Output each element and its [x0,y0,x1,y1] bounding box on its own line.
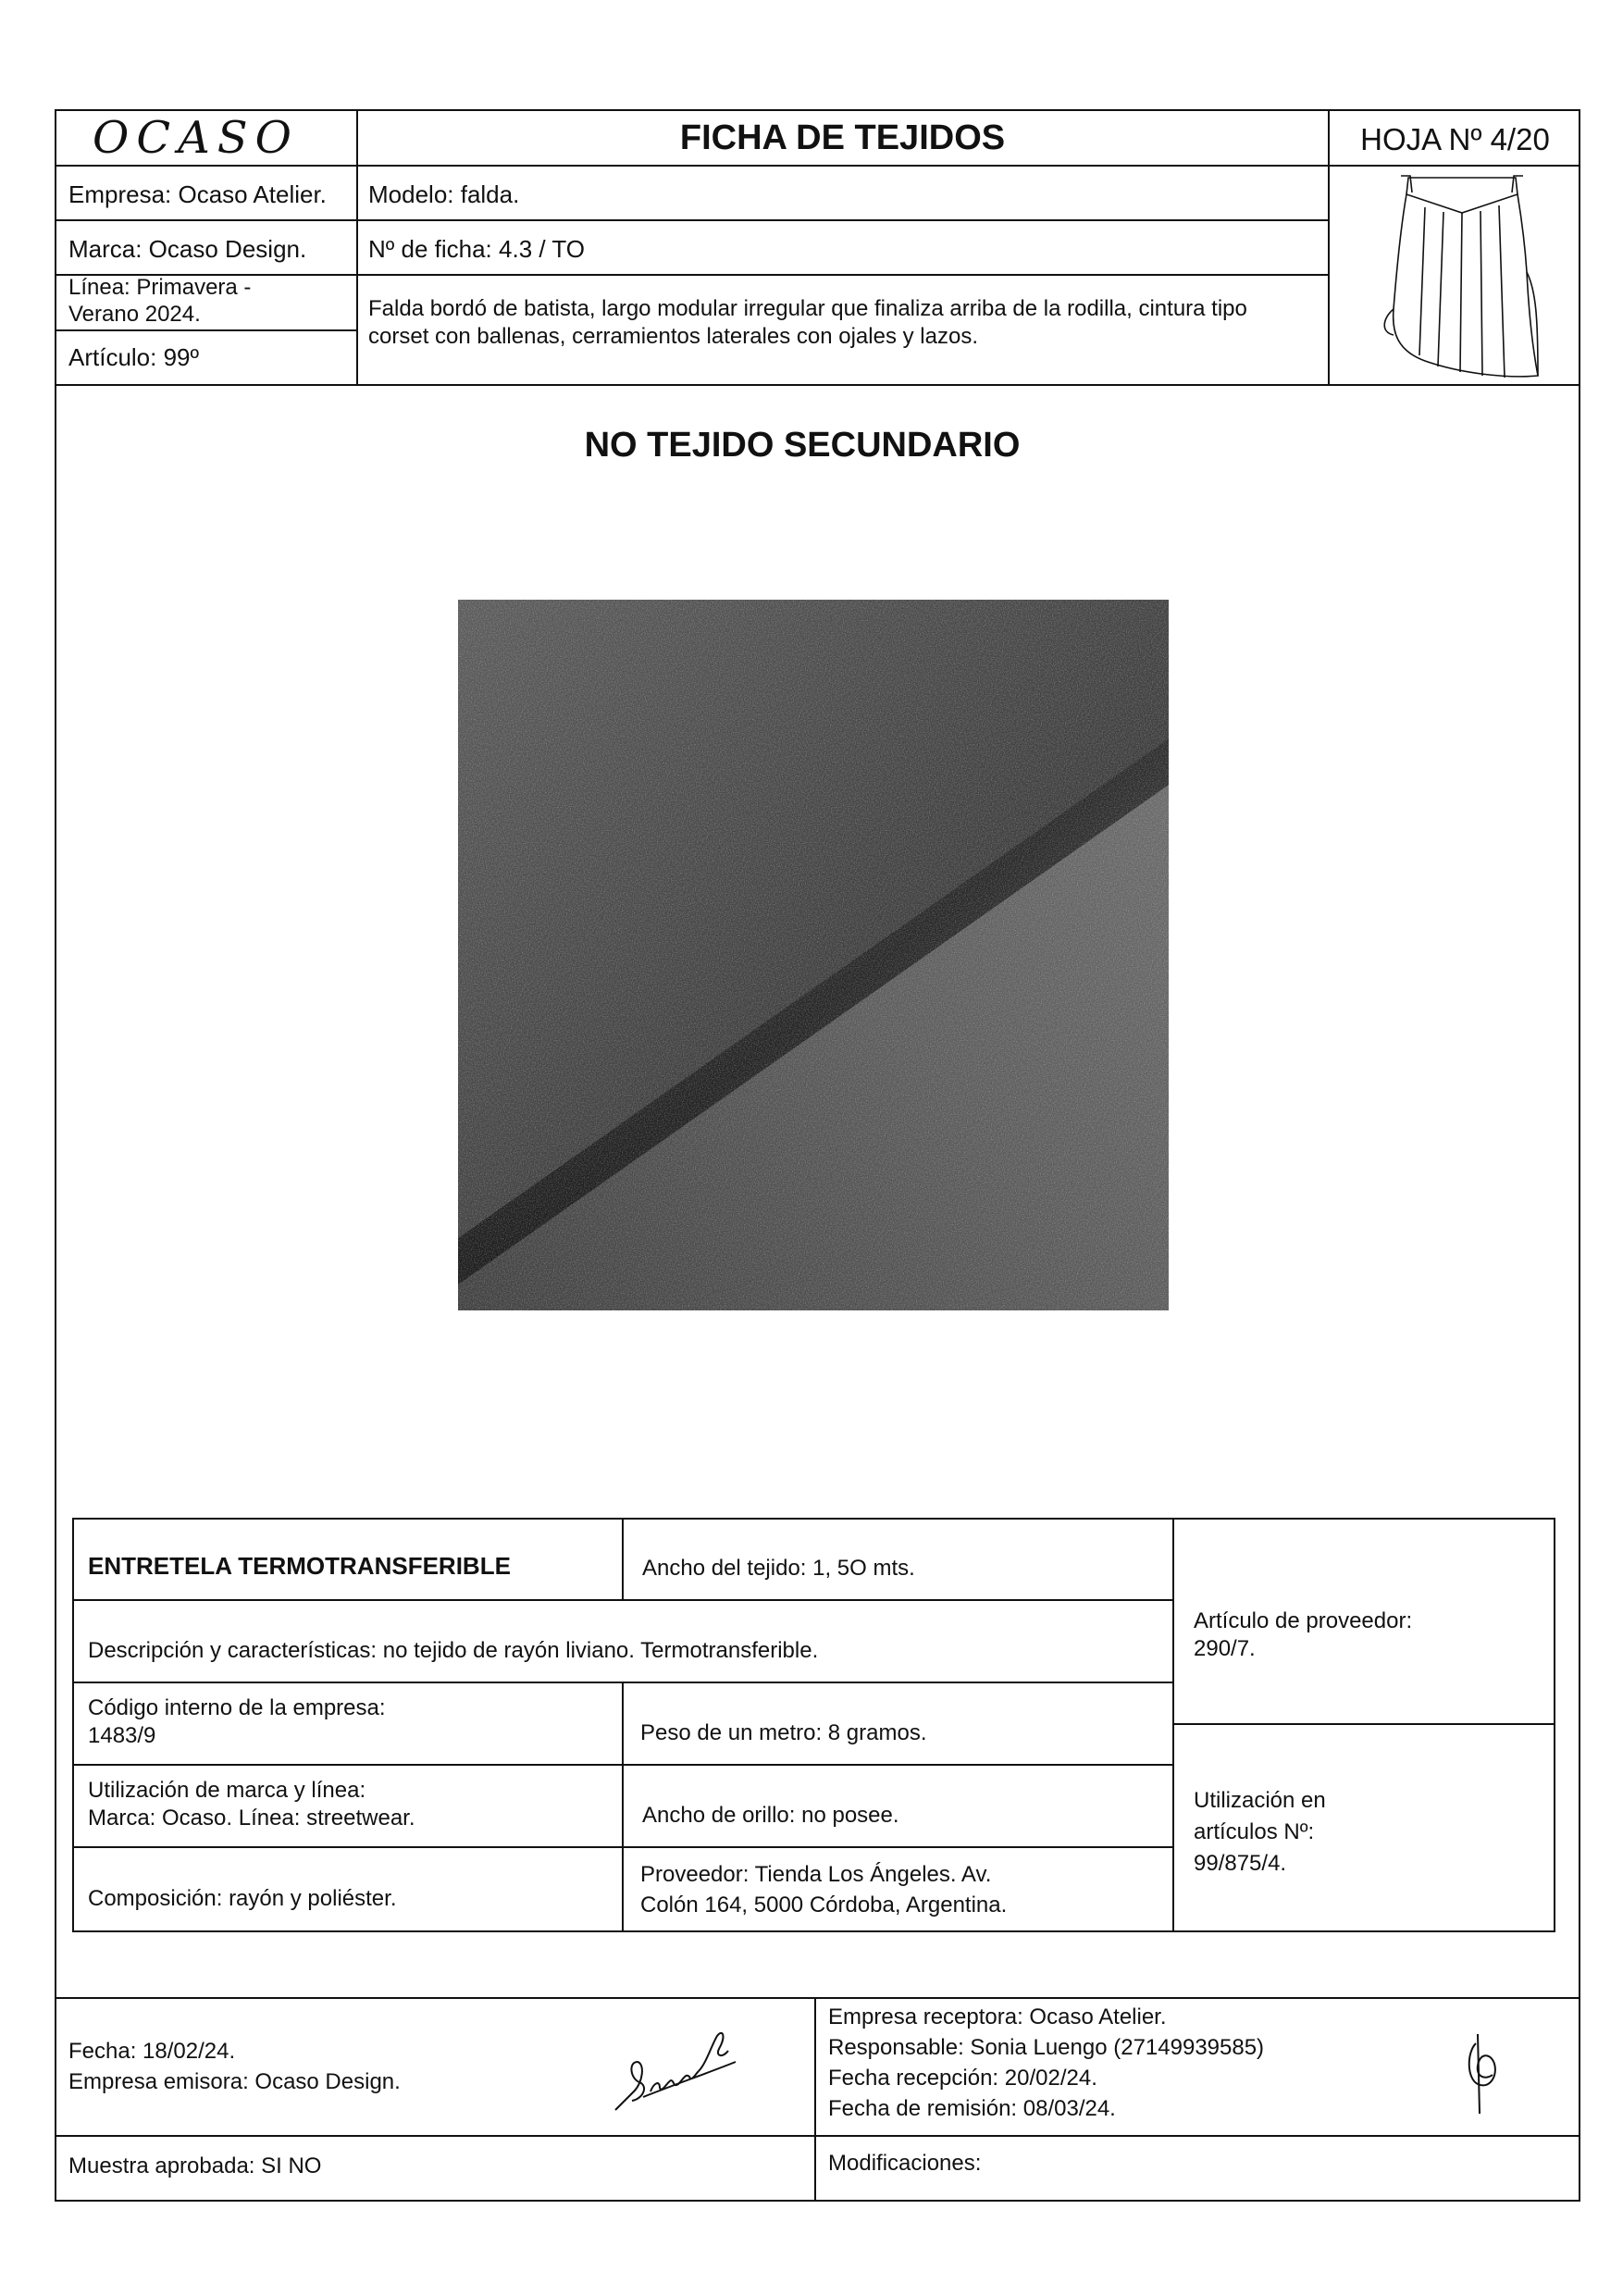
brand-logo: OCASO [93,112,299,164]
articulo-field: Artículo: 99º [68,343,200,371]
remission-date: Fecha de remisión: 08/03/24. [828,2096,1116,2121]
fabric-table-row [1172,1723,1555,1725]
internal-code-label: Código interno de la empresa: [88,1695,386,1720]
issuing-company: Empresa emisora: Ocaso Design. [68,2069,401,2094]
fabric-table-row [72,1599,1173,1601]
section-title: NO TEJIDO SECUNDARIO [584,426,1021,465]
footer-divider [55,1997,1580,1999]
supplier-line1: Proveedor: Tienda Los Ángeles. Av. [640,1862,992,1887]
fabric-table-col [622,1682,624,1932]
footer-col-divider [814,1997,816,2202]
linea-field-cont: Verano 2024. [68,302,201,327]
header-divider [55,329,357,331]
article-usage-value: 99/875/4. [1194,1851,1287,1876]
sheet-number: HOJA Nº 4/20 [1360,122,1550,156]
fabric-table-col [1172,1518,1174,1932]
empresa-field: Empresa: Ocaso Atelier. [68,180,327,208]
skirt-sketch [1369,170,1555,379]
internal-code-value: 1483/9 [88,1723,156,1748]
usage-label: Utilización de marca y línea: [88,1778,366,1803]
modifications: Modificaciones: [828,2151,982,2176]
fabric-table-row [72,1846,1173,1848]
selvedge-width: Ancho de orillo: no posee. [642,1803,899,1828]
reception-date: Fecha recepción: 20/02/24. [828,2066,1097,2091]
fabric-name: ENTRETELA TERMOTRANSFERIBLE [88,1552,511,1580]
fabric-description: Descripción y características: no tejido de rayón liviano. Termotransferible. [88,1638,819,1663]
responsible: Responsable: Sonia Luengo (27149939585) [828,2035,1265,2060]
receiving-company: Empresa receptora: Ocaso Atelier. [828,2004,1167,2029]
supplier-article-value: 290/7. [1194,1636,1256,1661]
supplier-article-label: Artículo de proveedor: [1194,1608,1413,1633]
receiver-signature [1457,2025,1513,2117]
header-divider [55,165,1580,167]
sample-approved: Muestra aprobada: SI NO [68,2153,322,2178]
page-title: FICHA DE TEJIDOS [679,118,1006,157]
marca-field: Marca: Ocaso Design. [68,235,307,263]
fabric-table-col [622,1518,624,1600]
issue-date: Fecha: 18/02/24. [68,2039,236,2064]
article-usage-label-cont: artículos Nº: [1194,1819,1315,1844]
composition: Composición: rayón y poliéster. [88,1886,397,1911]
model-description-cont: corset con ballenas, cerramientos laterales con ojales y lazos. [368,324,978,349]
header-divider [55,219,1330,221]
fabric-width: Ancho del tejido: 1, 5O mts. [642,1556,915,1581]
fabric-table-row [72,1682,1173,1683]
model-description: Falda bordó de batista, largo modular irregular que finaliza arriba de la rodilla, cintura tipo [368,296,1247,321]
footer-divider [55,2135,1580,2137]
issuer-signature [606,2008,745,2119]
fabric-sample-image [458,600,1169,1310]
fabric-weight: Peso de un metro: 8 gramos. [640,1720,927,1745]
header-divider [55,384,1580,386]
fabric-table-row [72,1764,1173,1766]
modelo-field: Modelo: falda. [368,180,520,208]
linea-field: Línea: Primavera - [68,275,252,300]
ficha-field: Nº de ficha: 4.3 / TO [368,235,585,263]
article-usage-label: Utilización en [1194,1788,1326,1813]
supplier-line2: Colón 164, 5000 Córdoba, Argentina. [640,1893,1008,1917]
usage-value: Marca: Ocaso. Línea: streetwear. [88,1806,415,1831]
